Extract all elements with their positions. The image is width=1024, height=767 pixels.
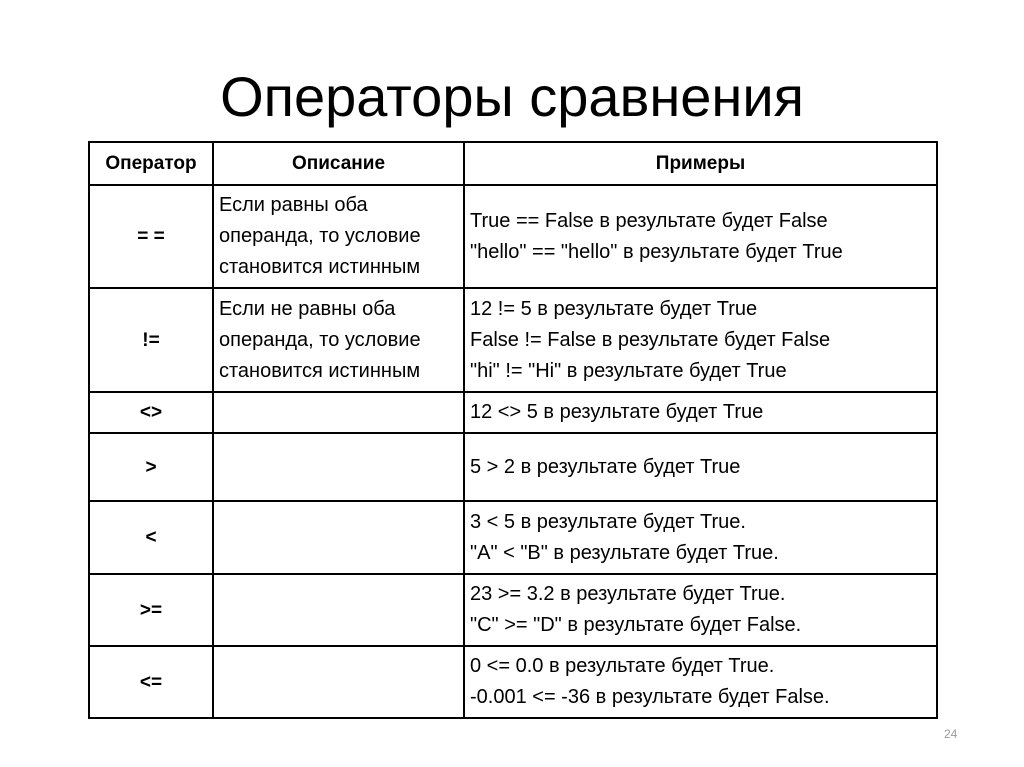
operator-cell: >= xyxy=(89,574,213,646)
description-line: операнда, то условие xyxy=(219,328,421,351)
operator-cell: < xyxy=(89,501,213,574)
example-line: "C" >= "D" в результате будет False. xyxy=(470,614,802,636)
table-row xyxy=(89,646,937,718)
header-operator: Оператор xyxy=(89,142,213,185)
operator-cell: <> xyxy=(89,392,213,433)
examples-cell xyxy=(464,288,937,392)
example-line: 0 <= 0.0 в результате будет True. xyxy=(470,655,775,677)
table-row xyxy=(89,185,937,288)
example-line: "hi" != "Hi" в результате будет True xyxy=(470,359,787,382)
examples-cell xyxy=(464,574,937,646)
description-cell xyxy=(213,433,464,501)
example-line: 3 < 5 в результате будет True. xyxy=(470,510,746,533)
example-line: 12 != 5 в результате будет True xyxy=(470,297,758,320)
table-row xyxy=(89,392,937,433)
examples-cell xyxy=(464,646,937,718)
table-row xyxy=(89,574,937,646)
example-line: "hello" == "hello" в результате будет True xyxy=(470,240,843,263)
example-line: False != False в результате будет False xyxy=(470,328,831,351)
table-header-row xyxy=(89,142,937,185)
table-row xyxy=(89,288,937,392)
description-cell xyxy=(213,646,464,718)
example-line: True == False в результате будет False xyxy=(470,209,828,232)
description-line: становится истинным xyxy=(219,359,421,382)
description-cell xyxy=(213,501,464,574)
example-line: 5 > 2 в результате будет True xyxy=(470,455,741,478)
header-examples: Примеры xyxy=(464,142,937,185)
examples-cell xyxy=(464,185,937,288)
header-description: Описание xyxy=(213,142,464,185)
description-cell xyxy=(213,574,464,646)
page-number: 24 xyxy=(944,727,958,741)
example-line: "A" < "B" в результате будет True. xyxy=(470,541,779,564)
description-cell xyxy=(213,392,464,433)
operator-cell: = = xyxy=(89,185,213,288)
table-row xyxy=(89,433,937,501)
operator-cell: <= xyxy=(89,646,213,718)
example-line: 23 >= 3.2 в результате будет True. xyxy=(470,583,786,605)
examples-cell xyxy=(464,501,937,574)
example-line: -0.001 <= -36 в результате будет False. xyxy=(470,686,830,708)
operator-cell: != xyxy=(89,288,213,392)
page-title: Операторы сравнения xyxy=(220,65,804,128)
table-row xyxy=(89,501,937,574)
comparison-operators-table xyxy=(88,141,938,719)
description-line: операнда, то условие xyxy=(219,225,421,247)
example-line: 12 <> 5 в результате будет True xyxy=(470,401,764,423)
operator-cell: > xyxy=(89,433,213,501)
description-line: становится истинным xyxy=(219,256,421,278)
examples-cell xyxy=(464,433,937,501)
description-cell xyxy=(213,288,464,392)
examples-cell xyxy=(464,392,937,433)
description-line: Если не равны оба xyxy=(219,297,396,320)
description-cell xyxy=(213,185,464,288)
description-line: Если равны оба xyxy=(219,194,368,216)
